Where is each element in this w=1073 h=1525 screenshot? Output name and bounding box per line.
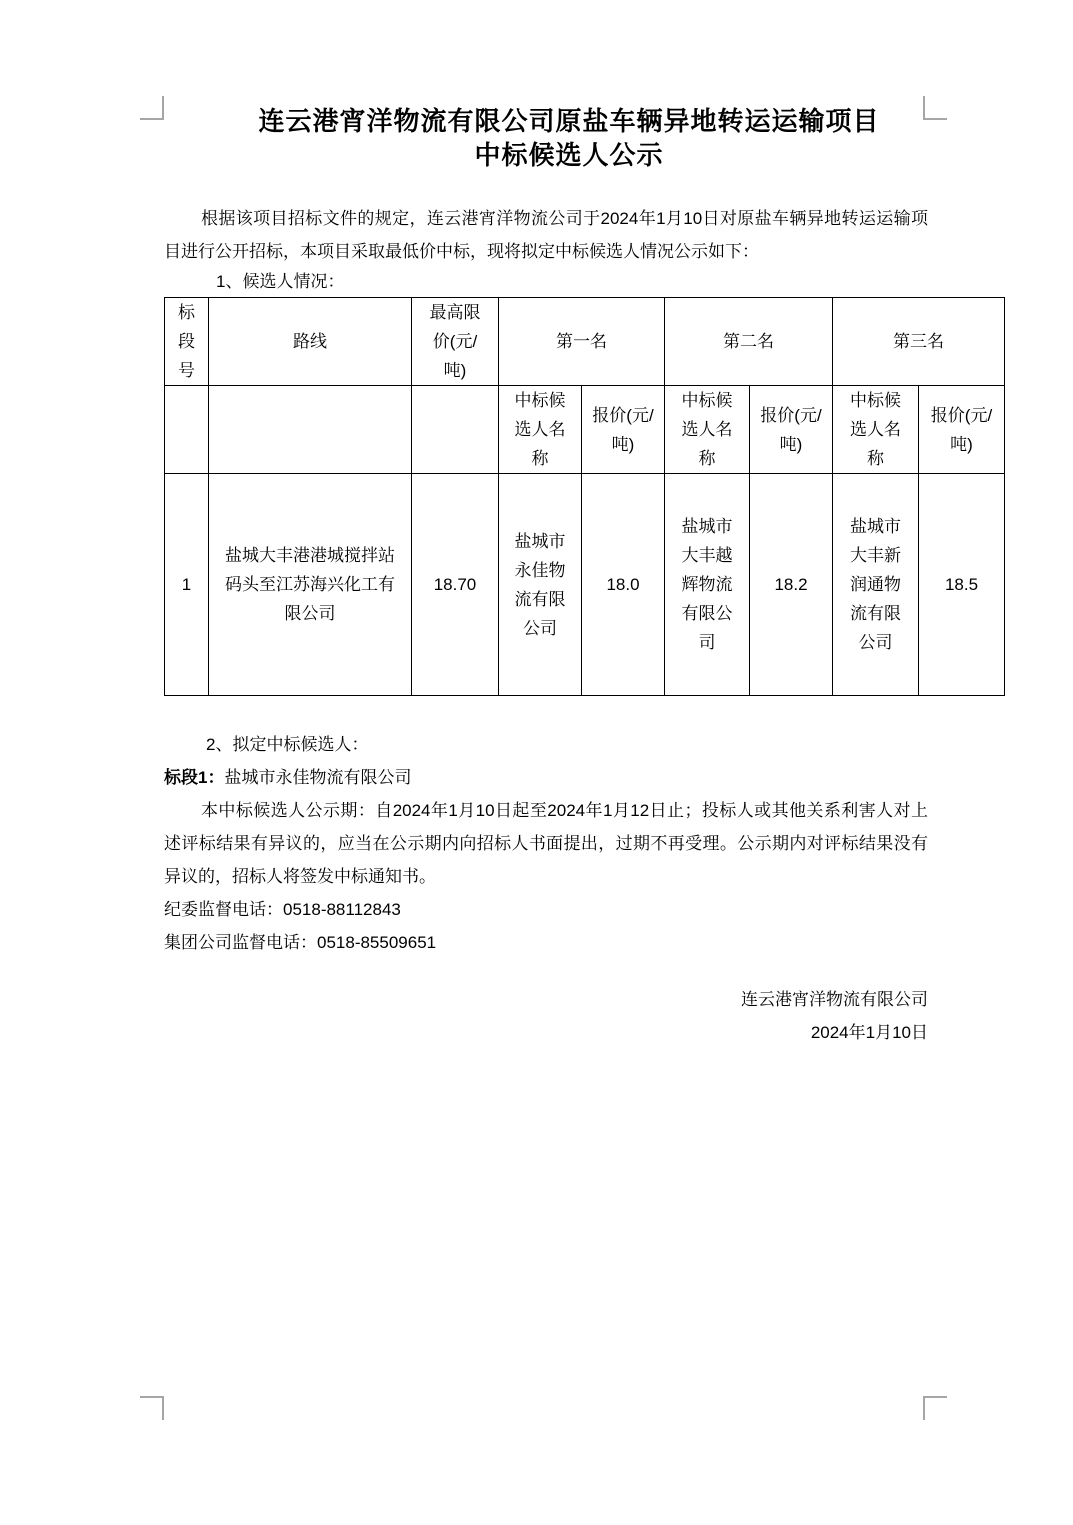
- cell-first-candidate: 盐城市永佳物流有限公司: [499, 474, 582, 696]
- award-section-label: 标段1：: [164, 768, 225, 787]
- crop-mark-bottom-left-icon: [140, 1396, 164, 1420]
- signature-block: [164, 983, 928, 1049]
- candidates-table: [164, 297, 1005, 696]
- header-cell-empty: [165, 386, 209, 474]
- header-cell-candidate-name-3: 中标候选人名称: [833, 386, 919, 474]
- header-cell-candidate-name-2: 中标候选人名称: [665, 386, 750, 474]
- header-cell-empty: [412, 386, 499, 474]
- header-cell-route: 路线: [209, 298, 412, 386]
- signature-company: 连云港宵洋物流有限公司: [741, 990, 928, 1009]
- header-cell-empty: [209, 386, 412, 474]
- header-cell-bid-price-1: 报价(元/吨): [582, 386, 665, 474]
- header-cell-bid-price-2: 报价(元/吨): [750, 386, 833, 474]
- cell-section-number: 1: [165, 474, 209, 696]
- header-cell-bid-price-3: 报价(元/吨): [919, 386, 1005, 474]
- crop-mark-top-left-icon: [140, 96, 164, 120]
- header-cell-max-price: 最高限价(元/吨): [412, 298, 499, 386]
- cell-second-candidate: 盐城市大丰越辉物流有限公司: [665, 474, 750, 696]
- award-line: [164, 761, 928, 794]
- notice-paragraph: 本中标候选人公示期：自2024年1月10日起至2024年1月12日止；投标人或其他关系利害人对上述评标结果有异议的，应当在公示期内向招标人书面提出，过期不再受理。公示期内对评标结果没有异议的，招标人将签发中标通知书。: [164, 801, 928, 886]
- cell-max-price: 18.70: [412, 474, 499, 696]
- document-title: [210, 104, 928, 172]
- table-header-row-2: [165, 386, 1005, 474]
- section1-label: 1、候选人情况：: [216, 272, 345, 291]
- cell-first-price: 18.0: [582, 474, 665, 696]
- header-cell-first-place: 第一名: [499, 298, 665, 386]
- award-winner-name: 盐城市永佳物流有限公司: [224, 768, 412, 787]
- cell-route: 盐城大丰港港城搅拌站码头至江苏海兴化工有限公司: [209, 474, 412, 696]
- header-cell-candidate-name-1: 中标候选人名称: [499, 386, 582, 474]
- crop-mark-bottom-right-icon: [923, 1396, 947, 1420]
- header-cell-third-place: 第三名: [833, 298, 1005, 386]
- intro-paragraph: 根据该项目招标文件的规定，连云港宵洋物流公司于2024年1月10日对原盐车辆异地转运运输项目进行公开招标，本项目采取最低价中标，现将拟定中标候选人情况公示如下：: [164, 209, 928, 261]
- signature-date: 2024年1月10日: [810, 1023, 928, 1042]
- header-cell-section: 标段号: [165, 298, 209, 386]
- table-header-row-1: [165, 298, 1005, 386]
- group-phone-line: 集团公司监督电话：0518-85509651: [164, 933, 437, 952]
- document-title-line2: 中标候选人公示: [474, 140, 664, 170]
- document-title-line1: 连云港宵洋物流有限公司原盐车辆异地转运运输项目: [258, 106, 880, 136]
- section2-label: 2、拟定中标候选人：: [206, 735, 369, 754]
- cell-third-candidate: 盐城市大丰新润通物流有限公司: [833, 474, 919, 696]
- header-cell-second-place: 第二名: [665, 298, 833, 386]
- cell-second-price: 18.2: [750, 474, 833, 696]
- table-row: [165, 474, 1005, 696]
- document-body: [164, 0, 993, 1049]
- cell-third-price: 18.5: [919, 474, 1005, 696]
- discipline-phone-line: 纪委监督电话：0518-88112843: [164, 900, 401, 919]
